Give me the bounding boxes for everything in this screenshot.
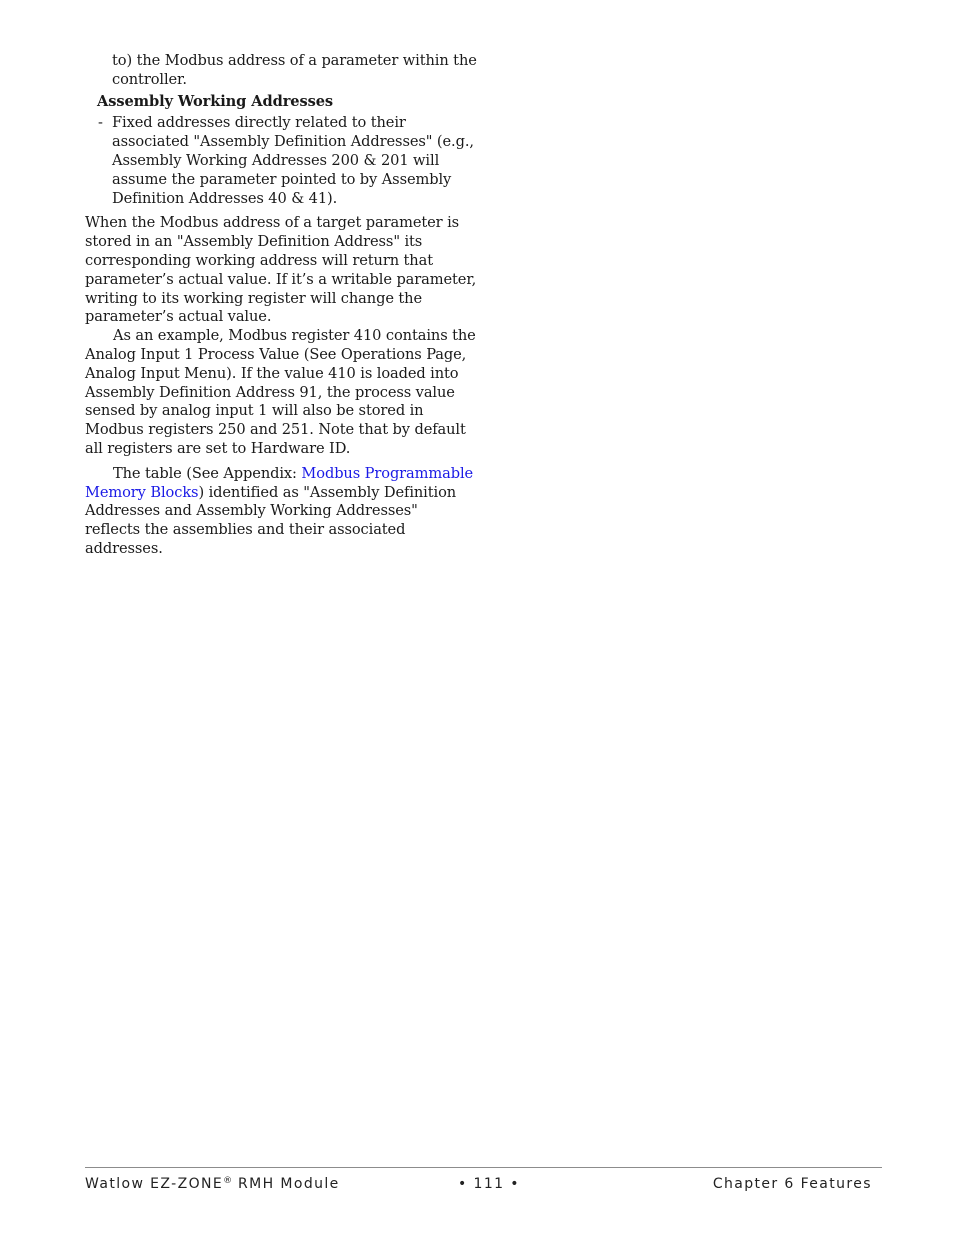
page-number: • 111 • — [458, 1176, 520, 1192]
footer-brand: Watlow EZ-ZONE — [85, 1176, 224, 1192]
footer-product-name — [85, 1176, 340, 1192]
intro-continuation: to) the Modbus address of a parameter within the controller. — [112, 52, 477, 88]
bullet-item — [85, 114, 477, 208]
footer-divider — [85, 1167, 882, 1168]
paragraph-table-reference — [85, 465, 477, 559]
modbus-memory-blocks-link[interactable]: Modbus Programmable Memory Blocks — [85, 464, 474, 501]
paragraph-table-reference-tail: ) identified as "Assembly Definition Addresses and Assembly Working Addresses" reflects the assemblies and their associated addresses. — [85, 483, 457, 557]
section-heading: Assembly Working Addresses — [97, 92, 334, 110]
paragraph-example: As an example, Modbus register 410 contains the Analog Input 1 Process Value (See Operations Page, Analog Input Menu). If the value 410 is loaded into Assembly Definition Address 91, the process value sensed by analog input 1 will also be stored in Modbus registers 250 and 251. Note that by default all registers are set to Hardware ID. — [85, 327, 476, 457]
bullet-marker: - — [98, 114, 103, 132]
footer-chapter: Chapter 6 Features — [712, 1176, 872, 1192]
registered-mark: ® — [223, 1176, 233, 1186]
paragraph-working-address: When the Modbus address of a target parameter is stored in an "Assembly Definition Address" its corresponding working address will return that parameter’s actual value. If it’s a writable parameter, writing to its working register will change the parameter’s actual value. — [85, 214, 477, 326]
text-column — [85, 52, 477, 559]
footer-product: RMH Module — [232, 1176, 340, 1192]
bullet-text: Fixed addresses directly related to their associated "Assembly Definition Addresses" (e.g., Assembly Working Addresses 200 & 201 will assume the parameter pointed to by Assembly Definition Addresses 40 & 41). — [112, 114, 474, 207]
paragraph-table-reference-lead: The table (See Appendix: — [113, 464, 302, 482]
